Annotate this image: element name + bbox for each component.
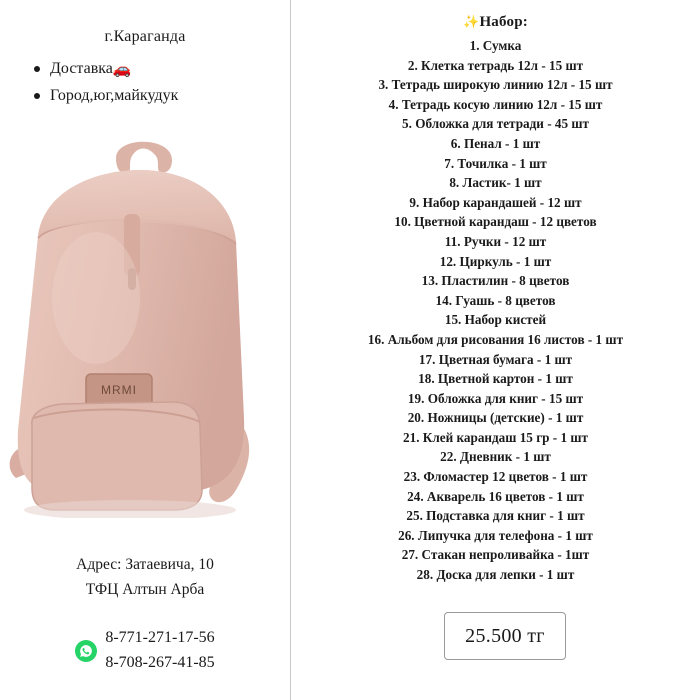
list-item: 27. Стакан непроливайка - 1шт <box>401 547 590 563</box>
list-item: 25. Подставка для книг - 1 шт <box>406 508 585 524</box>
list-item: 22. Дневник - 1 шт <box>440 449 551 465</box>
phone-numbers[interactable] <box>105 625 214 675</box>
list-item: 6. Пенал - 1 шт <box>450 135 541 151</box>
price-badge <box>444 612 566 660</box>
whatsapp-glyph <box>79 644 93 658</box>
list-item: 12. Циркуль - 1 шт <box>439 253 552 269</box>
address-block <box>0 552 290 602</box>
list-item: 20. Ножницы (детские) - 1 шт <box>407 410 584 426</box>
list-item-areas <box>34 83 290 109</box>
list-item: 8. Ластик- 1 шт <box>449 175 542 191</box>
left-panel <box>0 0 290 700</box>
phone-1[interactable]: 8-771-271-17-56 <box>105 629 215 646</box>
list-item: 16. Альбом для рисования 16 листов - 1 шт <box>367 331 624 347</box>
set-items-list <box>291 36 700 585</box>
list-item: 21. Клей карандаш 15 гр - 1 шт <box>403 429 588 445</box>
list-item: 1. Сумка <box>469 38 522 53</box>
delivery-bullet-list <box>0 56 290 109</box>
list-item: 26. Липучка для телефона - 1 шт <box>398 527 593 543</box>
sparkles-icon: ✨ <box>463 14 480 29</box>
backpack-highlight <box>52 232 140 364</box>
list-item: 17. Цветная бумага - 1 шт <box>418 351 573 367</box>
phone-2[interactable]: 8-708-267-41-85 <box>105 654 215 671</box>
backpack-illustration <box>0 118 290 518</box>
set-title-label: Набор: <box>479 14 528 30</box>
list-item: 15. Набор кистей <box>444 312 547 328</box>
list-item-delivery <box>34 56 290 83</box>
set-title <box>291 14 700 31</box>
backpack-front-pocket <box>32 402 202 510</box>
car-icon: 🚗 <box>112 62 132 78</box>
list-item: 23. Фломастер 12 цветов - 1 шт <box>403 469 588 485</box>
list-item: 28. Доска для лепки - 1 шт <box>416 567 575 583</box>
phone-block <box>0 625 290 675</box>
address-line-1: Адрес: Затаевича, 10 <box>76 556 214 573</box>
list-item: 13. Пластилин - 8 цветов <box>421 273 570 289</box>
list-item: 11. Ручки - 12 шт <box>444 233 547 249</box>
list-item: 19. Обложка для книг - 15 шт <box>407 390 584 406</box>
backpack-handle <box>116 142 172 174</box>
list-item: 10. Цветной карандаш - 12 цветов <box>394 214 597 230</box>
list-item: 18. Цветной картон - 1 шт <box>418 371 573 387</box>
list-item: 2. Клетка тетрадь 12л - 15 шт <box>407 57 584 73</box>
list-item: 4. Тетрадь косую линию 12л - 15 шт <box>388 96 603 112</box>
address-line-2: ТФЦ Алтын Арба <box>85 581 205 598</box>
backpack-image <box>0 118 290 518</box>
whatsapp-icon[interactable] <box>75 640 97 662</box>
list-item: 5. Обложка для тетради - 45 шт <box>402 116 589 132</box>
list-item: 9. Набор карандашей - 12 шт <box>409 194 582 210</box>
price-label: 25.500 тг <box>465 624 545 647</box>
list-item: 14. Гуашь - 8 цветов <box>435 292 556 308</box>
list-item: 7. Точилка - 1 шт <box>444 155 547 171</box>
areas-label: Город,юг,майкудук <box>50 87 179 104</box>
list-item: 24. Акварель 16 цветов - 1 шт <box>407 488 584 504</box>
backpack-brand-text: MRMI <box>101 383 137 397</box>
right-panel <box>291 0 700 700</box>
city-label: г.Караганда <box>104 28 186 45</box>
delivery-label: Доставка <box>50 60 113 77</box>
list-item: 3. Тетрадь широкую линию 12л - 15 шт <box>378 77 613 93</box>
